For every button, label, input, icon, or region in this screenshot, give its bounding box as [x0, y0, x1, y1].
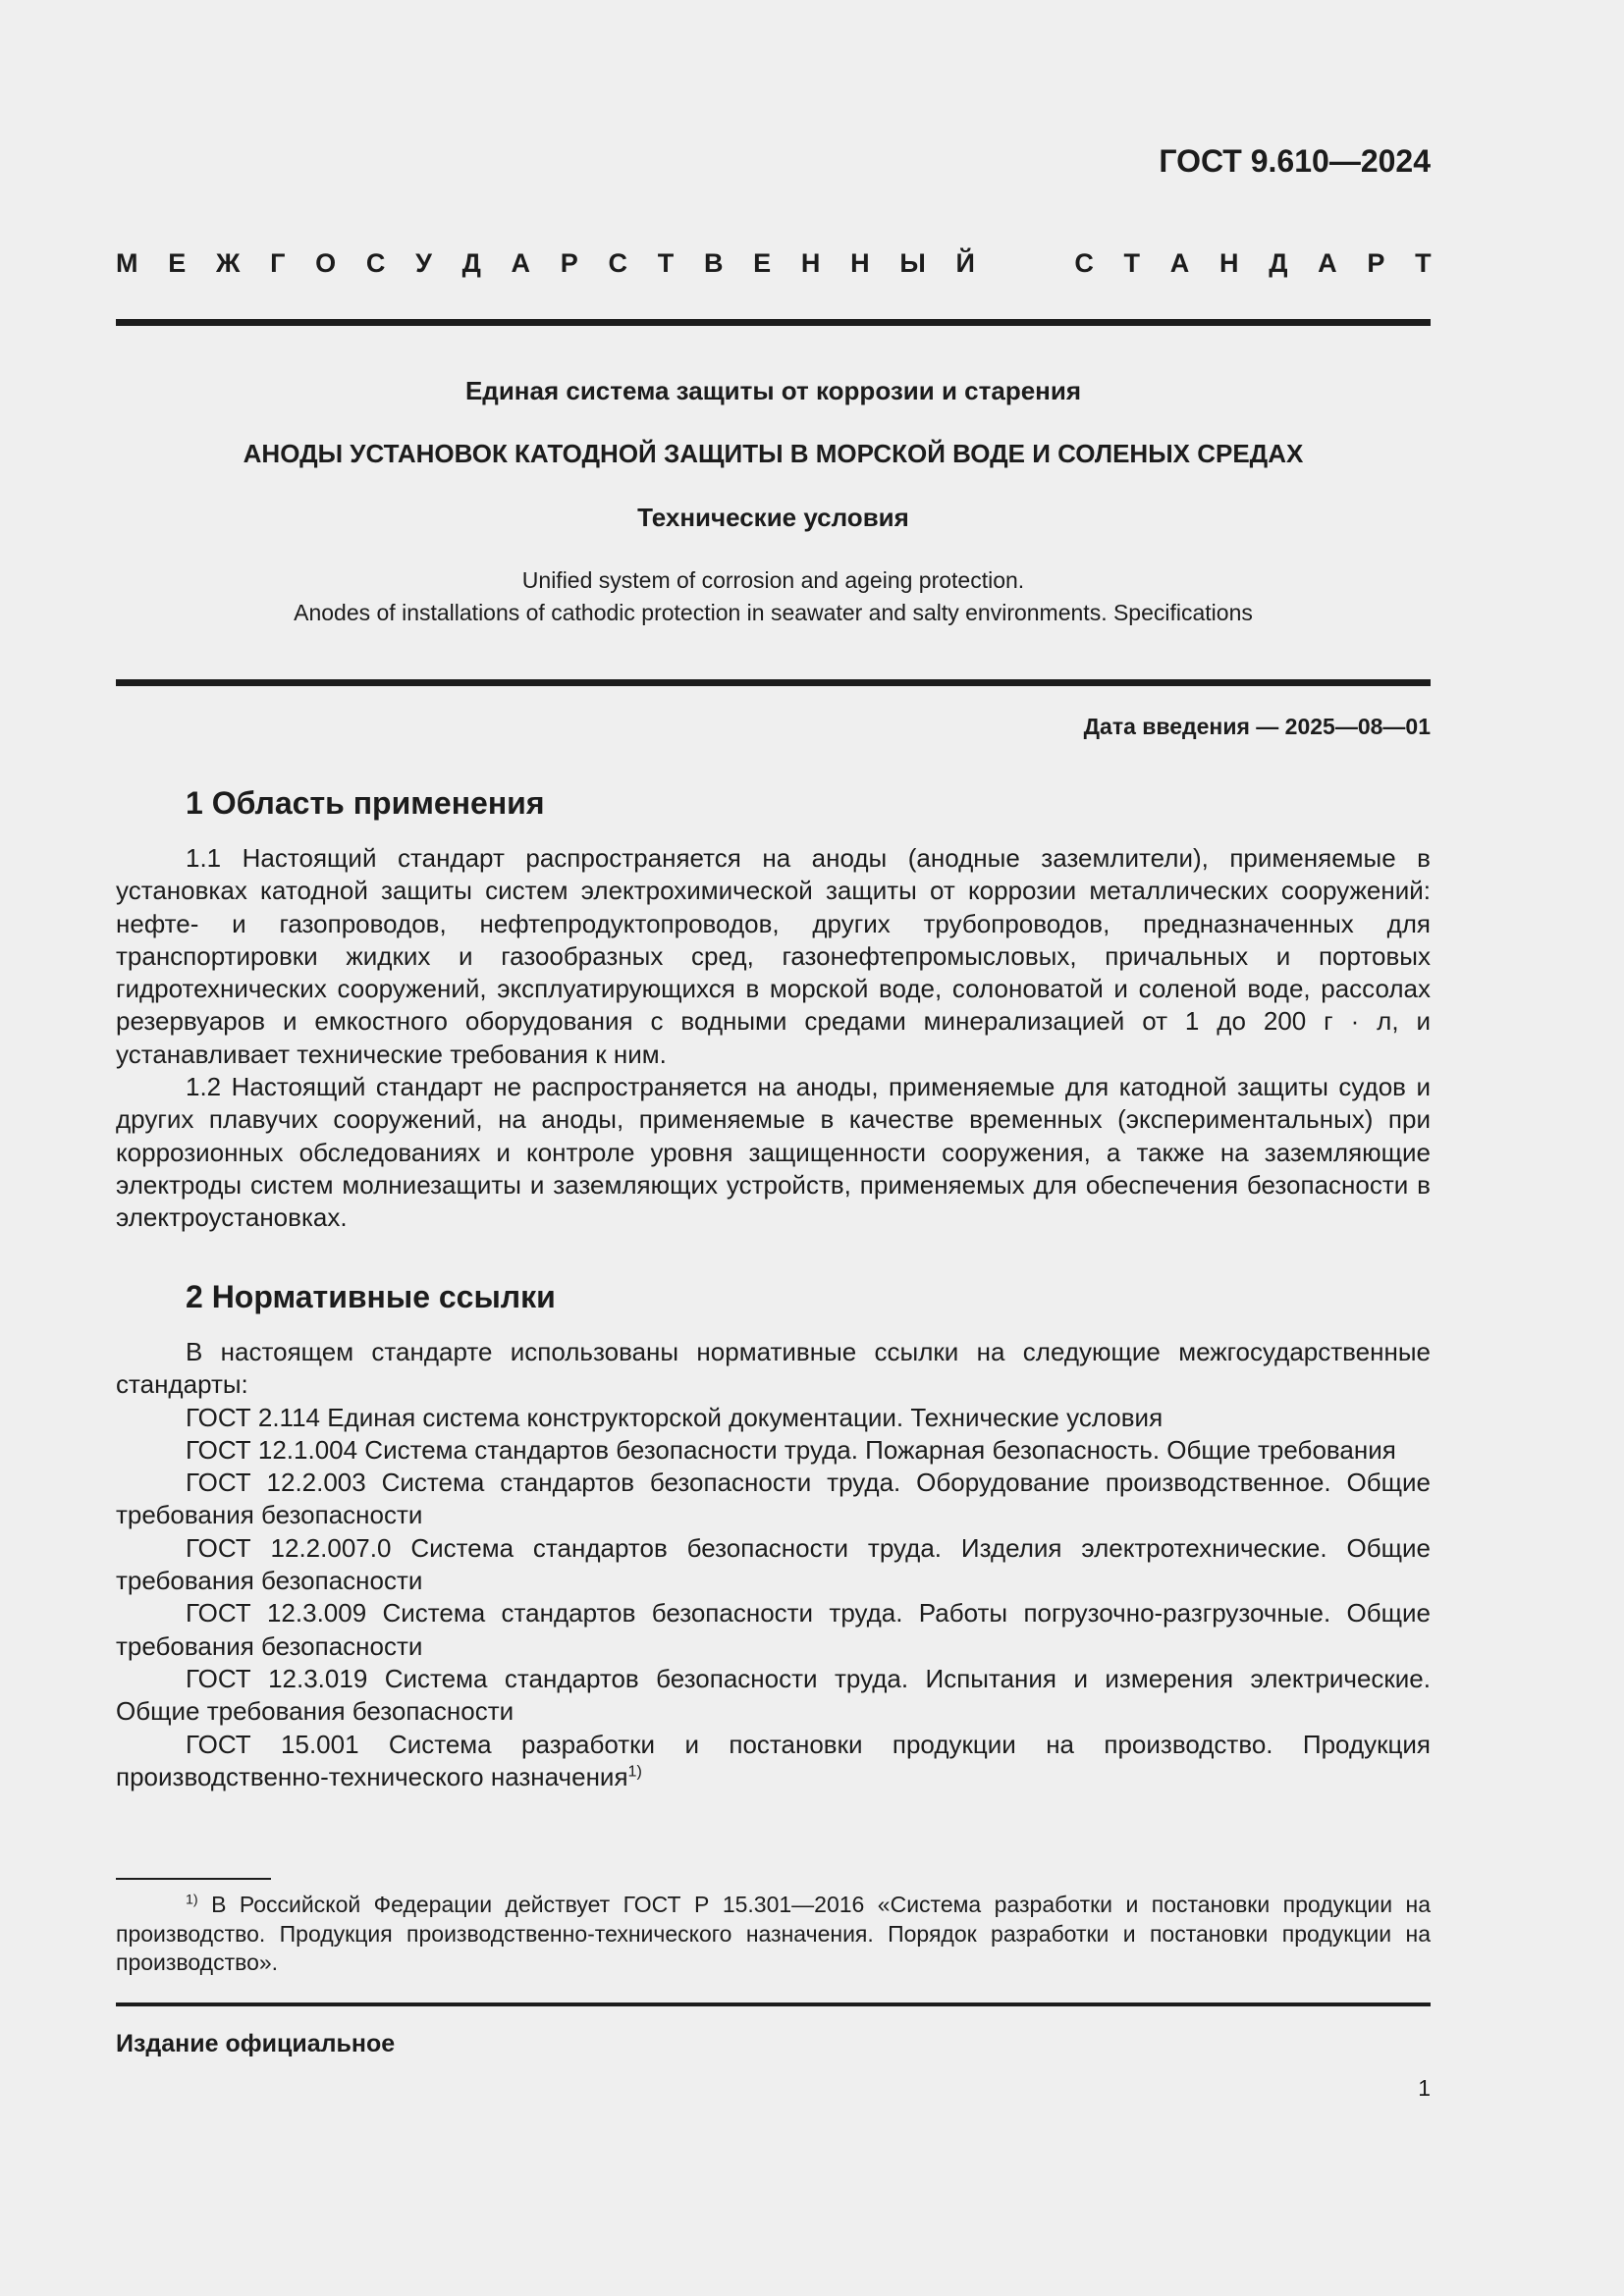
letter: А — [511, 248, 531, 278]
section-1-body — [116, 842, 1431, 1235]
footnote-reference[interactable]: 1) — [627, 1762, 642, 1781]
page-number: 1 — [1418, 2075, 1431, 2101]
reference-item: ГОСТ 12.3.019 Система стандартов безопасности труда. Испытания и измерения электрические. Общие требования безопасности — [116, 1663, 1431, 1727]
reference-text: ГОСТ 15.001 Система разработки и постановки продукции на производство. Продукция производственно-технического назначения — [116, 1729, 1431, 1791]
letter: Д — [1269, 248, 1288, 278]
footer-divider — [116, 2002, 1431, 2006]
letter: Т — [1415, 248, 1432, 278]
letter: Р — [1367, 248, 1385, 278]
top-divider — [116, 319, 1431, 326]
letter: Т — [1123, 248, 1141, 278]
section-2-heading: 2 Нормативные ссылки — [186, 1279, 556, 1314]
section-1-heading: 1 Область применения — [186, 785, 545, 821]
letter: А — [1318, 248, 1337, 278]
letter: Е — [168, 248, 187, 278]
letter: Т — [657, 248, 675, 278]
letter: Ж — [215, 248, 241, 278]
letter: С — [365, 248, 386, 278]
letter: В — [703, 248, 724, 278]
reference-item: ГОСТ 12.2.003 Система стандартов безопасности труда. Оборудование производственное. Общие требования безопасности — [116, 1468, 1431, 1530]
footnote-marker: 1) — [186, 1892, 198, 1908]
letter: А — [1169, 248, 1190, 278]
letter: Н — [1218, 248, 1239, 278]
document-number: ГОСТ 9.610—2024 — [1159, 143, 1431, 179]
title-divider — [116, 679, 1431, 686]
letter: С — [608, 248, 627, 278]
english-title-line: Unified system of corrosion and ageing protection. — [521, 567, 1025, 593]
paragraph: 1.1 Настоящий стандарт распространяется на аноды (анодные заземлители), применяемые в установках катодной защиты систем электрохимической защиты от коррозии металлических сооружений: нефте- и газопроводов, нефтепродуктопроводов, других трубопроводов, предназначенных для транспортировки жидких и газообразных сред, газонефтепромысловых, причальных и портовых гидротехнических сооружений, эксплуатирующихся в морской воде, солоноватой и соленой воде, рассолах резервуаров и емкостного оборудования с водными средами минерализацией от 1 до 200 г · л, и устанавливает технические требования к ним. — [116, 843, 1431, 1069]
letter: Н — [850, 248, 870, 278]
word-gap — [1005, 248, 1045, 279]
letter: Н — [800, 248, 821, 278]
footnote-text: В Российской Федерации действует ГОСТ Р 15.301—2016 «Система разработки и постановки продукции на производство. Продукция производственно-технического назначения. Порядок разработки и постановки продукции на производство». — [116, 1892, 1432, 1975]
edition-label: Издание официальное — [116, 2030, 396, 2057]
letter: У — [415, 248, 432, 278]
letter: Р — [560, 248, 578, 278]
english-title — [116, 564, 1431, 629]
subtitle: Технические условия — [637, 503, 909, 532]
reference-item: ГОСТ 12.3.009 Система стандартов безопасности труда. Работы погрузочно-разгрузочные. Общие требования безопасности — [116, 1598, 1431, 1661]
paragraph: В настоящем стандарте использованы нормативные ссылки на следующие межгосударственные стандарты: — [116, 1337, 1431, 1400]
letter: Д — [461, 248, 481, 278]
main-title: АНОДЫ УСТАНОВОК КАТОДНОЙ ЗАЩИТЫ В МОРСКОЙ ВОДЕ И СОЛЕНЫХ СРЕДАХ — [243, 439, 1304, 468]
footnote-separator — [116, 1878, 271, 1880]
letter: Й — [955, 248, 975, 278]
reference-item — [116, 1729, 1431, 1794]
reference-item: ГОСТ 12.1.004 Система стандартов безопасности труда. Пожарная безопасность. Общие требования — [186, 1434, 1396, 1465]
footnote — [116, 1891, 1431, 1978]
paragraph: 1.2 Настоящий стандарт не распространяется на аноды, применяемые для катодной защиты судов и других плавучих сооружений, на аноды, применяемые в качестве временных (экспериментальных) при коррозионных обследованиях и контроле уровня защищенности сооружения, а также на заземляющие электроды систем молниезащиты и заземляющих устройств, применяемых для обеспечения безопасности в электроустановках. — [116, 1072, 1431, 1233]
letter: Е — [753, 248, 772, 278]
letter: М — [116, 248, 138, 278]
letter: Г — [270, 248, 286, 278]
reference-item: ГОСТ 2.114 Единая система конструкторской документации. Технические условия — [186, 1402, 1164, 1432]
reference-item: ГОСТ 12.2.007.0 Система стандартов безопасности труда. Изделия электротехнические. Общие требования безопасности — [116, 1532, 1431, 1596]
english-title-line: Anodes of installations of cathodic protection in seawater and salty environments. Specifications — [294, 600, 1253, 625]
series-title: Единая система защиты от коррозии и старения — [464, 376, 1082, 405]
section-2-body — [116, 1336, 1431, 1793]
introduction-date: Дата введения — 2025—08—01 — [1083, 714, 1431, 739]
interstate-standard-heading — [116, 248, 1432, 279]
letter: О — [315, 248, 337, 278]
letter: С — [1074, 248, 1094, 278]
letter: Ы — [899, 248, 926, 278]
